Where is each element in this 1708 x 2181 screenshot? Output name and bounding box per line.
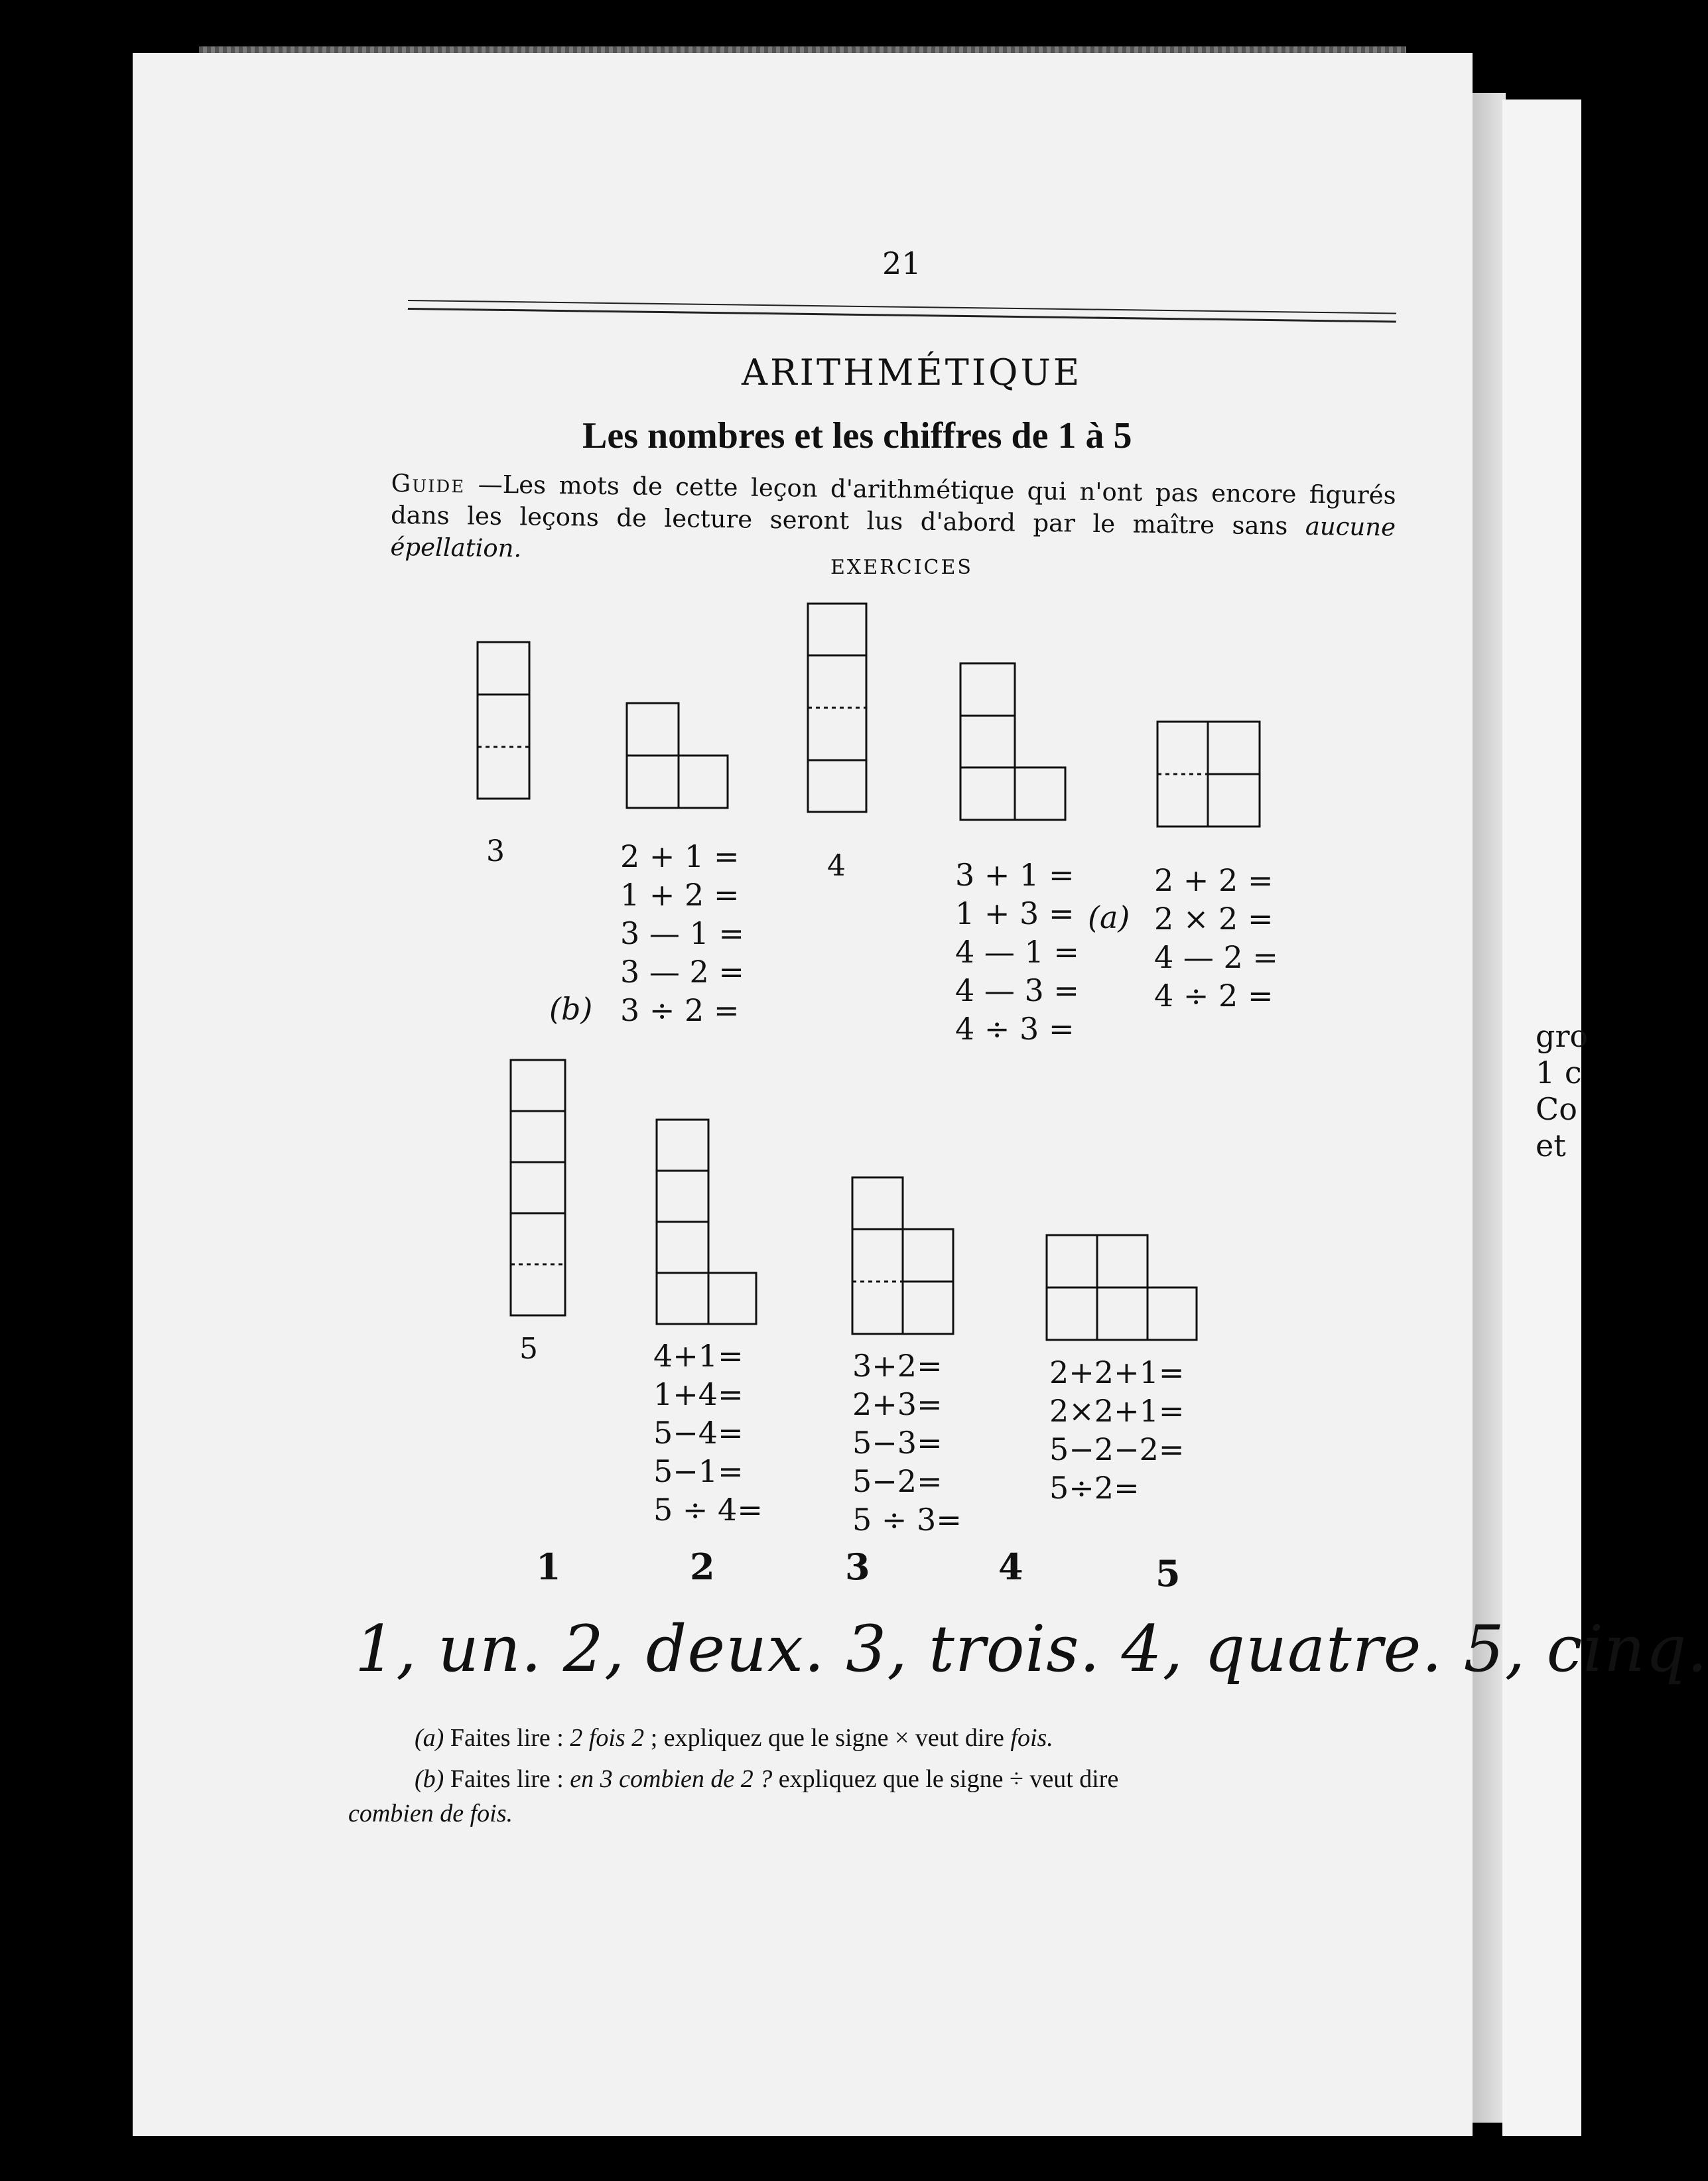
equation-line: 3 + 1 = bbox=[955, 857, 1075, 893]
equation-line: 5−2−2= bbox=[1049, 1431, 1185, 1467]
blocks-2-plus-1 bbox=[627, 703, 728, 808]
equation-line: 2+2+1= bbox=[1049, 1355, 1185, 1390]
digit-5: 5 bbox=[1155, 1552, 1181, 1595]
digit-4: 4 bbox=[998, 1546, 1023, 1588]
equations-5b bbox=[852, 1347, 962, 1539]
equations-5a bbox=[653, 1337, 763, 1529]
blocks-3-plus-2 bbox=[852, 1177, 953, 1334]
footnote-b-continued: combien de fois. bbox=[348, 1800, 513, 1827]
next-page-text: 1 c bbox=[1536, 1055, 1582, 1090]
guide-italic: aucune épellation. bbox=[390, 511, 1396, 563]
equation-line: 5÷2= bbox=[1049, 1470, 1140, 1506]
blocks-2-plus-2-plus-1 bbox=[1047, 1235, 1197, 1340]
marker-b: (b) bbox=[549, 991, 593, 1027]
equation-line: 3+2= bbox=[852, 1348, 943, 1384]
equation-line: 5 ÷ 4= bbox=[653, 1492, 763, 1528]
page-title: ARITHMÉTIQUE bbox=[742, 352, 1083, 393]
blocks-4-label: 4 bbox=[827, 849, 846, 883]
equation-line: 5 ÷ 3= bbox=[852, 1502, 962, 1538]
page-subtitle: Les nombres et les chiffres de 1 à 5 bbox=[582, 415, 1132, 456]
equation-line: 3 ÷ 2 = bbox=[620, 992, 740, 1028]
equation-line: 3 — 1 = bbox=[620, 915, 744, 951]
equation-line: 5−4= bbox=[653, 1415, 744, 1451]
blocks-4-plus-1 bbox=[657, 1120, 756, 1324]
next-page-text: Co bbox=[1536, 1091, 1577, 1127]
equation-line: 4 ÷ 2 = bbox=[1154, 978, 1274, 1014]
equation-line: 5−1= bbox=[653, 1453, 744, 1489]
equation-line: 5−3= bbox=[852, 1425, 943, 1461]
blocks-5-label: 5 bbox=[519, 1332, 538, 1366]
blocks-2-plus-2 bbox=[1157, 722, 1260, 826]
equation-line: 1+4= bbox=[653, 1376, 744, 1412]
digit-1: 1 bbox=[536, 1546, 561, 1588]
equation-line: 2+3= bbox=[852, 1386, 943, 1422]
equation-line: 2×2+1= bbox=[1049, 1393, 1185, 1429]
page-number: 21 bbox=[882, 245, 921, 281]
equations-4-alt bbox=[1154, 861, 1278, 1015]
equations-3 bbox=[620, 837, 744, 1029]
cursive-number-words: 1, un. 2, deux. 3, trois. 4, quatre. 5, cinq. bbox=[355, 1612, 1708, 1686]
equation-line: 3 — 2 = bbox=[620, 954, 744, 990]
equation-line: 1 + 3 = bbox=[955, 895, 1075, 931]
footnote-b: (b) Faites lire : en 3 combien de 2 ? expliquez que le signe ÷ veut dire bbox=[415, 1765, 1119, 1793]
digit-3: 3 bbox=[845, 1546, 870, 1588]
equation-line: 4 ÷ 3 = bbox=[955, 1011, 1075, 1047]
equation-line: 2 + 1 = bbox=[620, 838, 740, 874]
equation-line: 4+1= bbox=[653, 1338, 744, 1374]
equations-4 bbox=[955, 856, 1079, 1048]
next-page-text: et bbox=[1536, 1128, 1566, 1163]
footnote-a: (a) Faites lire : 2 fois 2 ; expliquez que le signe × veut dire fois. bbox=[415, 1724, 1053, 1752]
footnote-b-marker: (b) bbox=[415, 1765, 444, 1793]
equation-line: 2 × 2 = bbox=[1154, 901, 1274, 937]
digit-2: 2 bbox=[690, 1546, 715, 1588]
blocks-3-plus-1 bbox=[960, 663, 1065, 820]
guide-text: —Les mots de cette leçon d'arithmétique qui n'ont pas encore figurés dans les leçons de lecture seront lus d'abord par le maître sans bbox=[390, 470, 1396, 541]
equation-line: 4 — 3 = bbox=[955, 972, 1079, 1008]
next-page-text: gro bbox=[1536, 1018, 1589, 1054]
equation-line: 2 + 2 = bbox=[1154, 862, 1274, 898]
equation-line: 4 — 2 = bbox=[1154, 939, 1278, 975]
marker-a: (a) bbox=[1088, 899, 1130, 935]
footnote-a-marker: (a) bbox=[415, 1724, 444, 1752]
blocks-5 bbox=[511, 1060, 565, 1315]
equation-line: 1 + 2 = bbox=[620, 877, 740, 913]
equations-5c bbox=[1049, 1353, 1184, 1507]
equation-line: 4 — 1 = bbox=[955, 934, 1079, 970]
guide-label: Guide bbox=[391, 468, 466, 499]
blocks-3-label: 3 bbox=[486, 834, 505, 868]
blocks-3 bbox=[478, 642, 529, 799]
blocks-4 bbox=[808, 604, 866, 812]
exercises-heading: EXERCICES bbox=[830, 556, 973, 579]
equation-line: 5−2= bbox=[852, 1463, 943, 1499]
